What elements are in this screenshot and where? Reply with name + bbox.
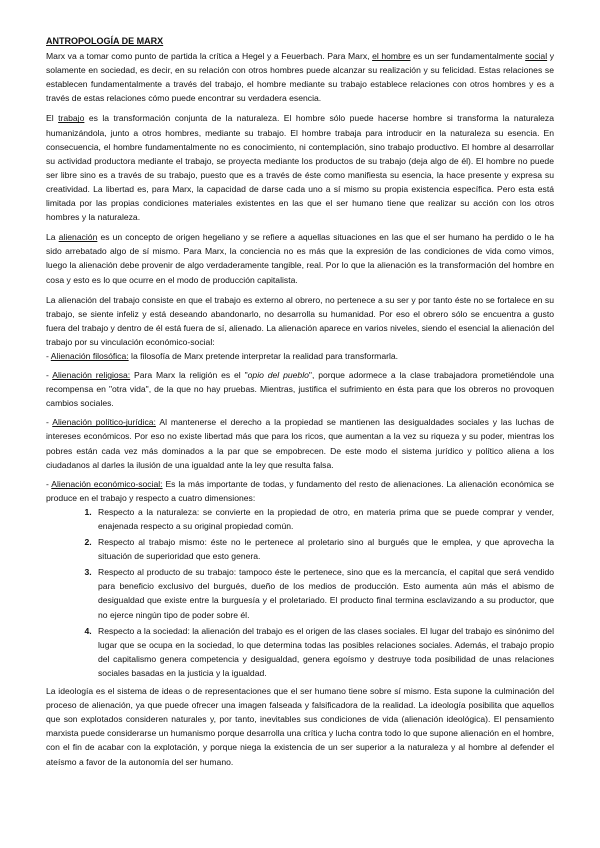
text-run: la filosofía de Marx pretende interpretar la realidad para transformarla. bbox=[128, 350, 399, 361]
paragraph-alienation bbox=[46, 230, 554, 286]
paragraph-work-alienation: La alienación del trabajo consiste en que el trabajo es externo al obrero, no pertenece a su ser y por tanto éste no se fortalece en su trabajo, se siente infeliz y está deseando abandonarlo, no desarrolla su humanidad. Por eso el obrero sólo se encuentra a gusto fuera del trabajo y dentro de él está fuera de sí, alienado. La alienación aparece en varios niveles, siendo el esencial la alienación del trabajo por su vinculación económico-social: bbox=[46, 294, 554, 347]
text-run: Al mantenerse el derecho a la propiedad se mantienen las desigualdades sociales y las luchas de intereses económicos. Por eso no existe libertad más que para los ricos, que aumentan a la vez su riqueza y su poder, mientras los pobres están cada vez más dominados a la par que se empobrecen. De este modo el sistema jurídico y político aliena a los ciudadanos al darles la ilusión de una igualdad ante la ley que resulta falsa. bbox=[46, 417, 554, 470]
dash: - bbox=[46, 478, 52, 489]
text-run: Marx va a tomar como punto de partida la crítica a Hegel y a Feuerbach. Para Marx, bbox=[46, 51, 373, 62]
underlined-term: social bbox=[525, 51, 548, 62]
dash: - bbox=[46, 417, 53, 428]
text-run: es la transformación conjunta de la naturaleza. El hombre sólo puede hacerse hombre si transforma la naturaleza humanizándola, junto a otros hombres, mediante su trabajo. El hombre trabaja para introducir en la naturaleza su esencia. En consecuencia, el hombre fundamentalmente no es conocimiento, ni contemplación, sino trabajo productivo. El hombre al desarrollar su actividad productora mediante el trabajo, se proyecta mediante los productos de su trabajo (deja algo de él). El hombre no puede ser libre sino es a través de su trabajo, puesto que es a través de éste como manifiesta su esencia, la hace presente y expresa su creatividad. La libertad es, para Marx, la capacidad de darse cada uno a sí mismo su propia existencia específica. Pero esta está limitada por las propias condiciones materiales existentes en las que el ser humano tiene que realizar su acción con los otros hombres y la naturaleza. bbox=[46, 113, 555, 223]
alienation-political-legal bbox=[46, 415, 554, 471]
alienation-label: Alienación filosófica: bbox=[50, 350, 129, 361]
text-run: El bbox=[46, 113, 59, 124]
underlined-term: alienación bbox=[58, 232, 98, 243]
alienation-label: Alienación político-jurídica: bbox=[52, 417, 156, 428]
alienation-religious bbox=[46, 368, 554, 410]
list-item: 4. Respecto a la sociedad: la alienación del trabajo es el origen de las clases sociales. El lugar del trabajo es sinónimo del lugar que se ocupa en la sociedad, lo que determina todas las posibles relaciones sociales. Además, el trabajo propio del capitalismo genera competencia y desigualdad, genera egoísmo y destruye toda posibilidad de unas relaciones sociales basadas en la justicia y la igualdad. bbox=[94, 624, 554, 680]
underlined-term: trabajo bbox=[58, 113, 85, 124]
dimensions-list bbox=[46, 505, 554, 680]
text-run: ", porque adormece a la clase trabajadora prometiéndole una recompensa en "otra vida", de la que no hay pruebas. Mientras, justifica el sufrimiento en ésta para que los obreros no provoquen cambios sociales. bbox=[46, 370, 554, 409]
document-title: ANTROPOLOGÍA DE MARX bbox=[46, 36, 164, 46]
paragraph-social-man bbox=[46, 49, 554, 105]
text-run: y solamente en sociedad, es decir, en su relación con otros hombres puede alcanzar su realización y su felicidad. Estas relaciones se establecen fundamentalmente a través del trabajo, el hombre mediante su trabajo establece relaciones con otros hombres y es a través de estas relaciones cómo puede encontrar su verdadera esencia. bbox=[46, 51, 554, 104]
list-item: 2. Respecto al trabajo mismo: éste no le pertenece al proletario sino al burgués que le emplea, y que aprovecha la situación de superioridad que esto genera. bbox=[94, 535, 554, 563]
dash: - bbox=[46, 370, 53, 381]
alienation-economic-social bbox=[46, 477, 554, 505]
paragraph-ideology: La ideología es el sistema de ideas o de representaciones que el ser humano tiene sobre sí mismo. Esta supone la culminación del proceso de alienación, ya que puede ofrecer una imagen falseada y falsificadora de la realidad. La ideología posibilita que aquellos que son explotados consideren naturales y, por tanto, inevitables sus condiciones de vida (alienación ideológica). El pensamiento marxista puede considerarse un humanismo porque desarrolla una crítica y lucha contra todo lo que supone alienación en el hombre, con el fin de acabar con la explotación, y porque niega la existencia de un ser superior a la naturaleza y al hombre al defender el ateísmo a favor de la autonomía del ser humano. bbox=[46, 686, 554, 767]
text-run: La bbox=[46, 232, 59, 243]
text-run: es un concepto de origen hegeliano y se refiere a aquellas situaciones en las que el ser humano ha perdido o le ha sido arrebatado algo de sí mismo. Para Marx, la conciencia no es más que la expresión de las condiciones de vida como vimos, luego la alienación debe provenir de algo verdaderamente tangible, real. Por lo que la alienación es la transformación del hombre en cosa y esto es lo que ocurre en el modo de producción capitalista. bbox=[46, 232, 554, 285]
list-item: 3. Respecto al producto de su trabajo: tampoco éste le pertenece, sino que es la mercancía, el capital que será vendido para beneficio exclusivo del burgués, dueño de los medios de producción. Esto aumenta aún más el abismo de desigualdad que existe entre la burguesía y el proletariado. El producto final termina esclavizando a su productor, que no ejerce ningún tipo de poder sobre él. bbox=[94, 565, 554, 621]
text-run: es un ser fundamentalmente bbox=[410, 51, 526, 62]
dash: - bbox=[46, 350, 51, 361]
underlined-term: el hombre bbox=[372, 51, 411, 62]
alienation-label: Alienación económico-social: bbox=[51, 478, 163, 489]
list-item: 1. Respecto a la naturaleza: se convierte en la propiedad de otro, en materia prima que se puede comprar y vender, enajenada respecto a su original propiedad común. bbox=[94, 505, 554, 533]
text-run: Para Marx la religión es el " bbox=[130, 370, 248, 381]
paragraph-work bbox=[46, 111, 554, 224]
alienation-label: Alienación religiosa: bbox=[52, 370, 131, 381]
text-run: Es la más importante de todas, y fundamento del resto de alienaciones. La alienación económica se produce en el trabajo y respecto a cuatro dimensiones: bbox=[46, 478, 554, 503]
alienation-philosophical bbox=[46, 349, 554, 363]
emphasis: opio del pueblo bbox=[247, 370, 309, 381]
